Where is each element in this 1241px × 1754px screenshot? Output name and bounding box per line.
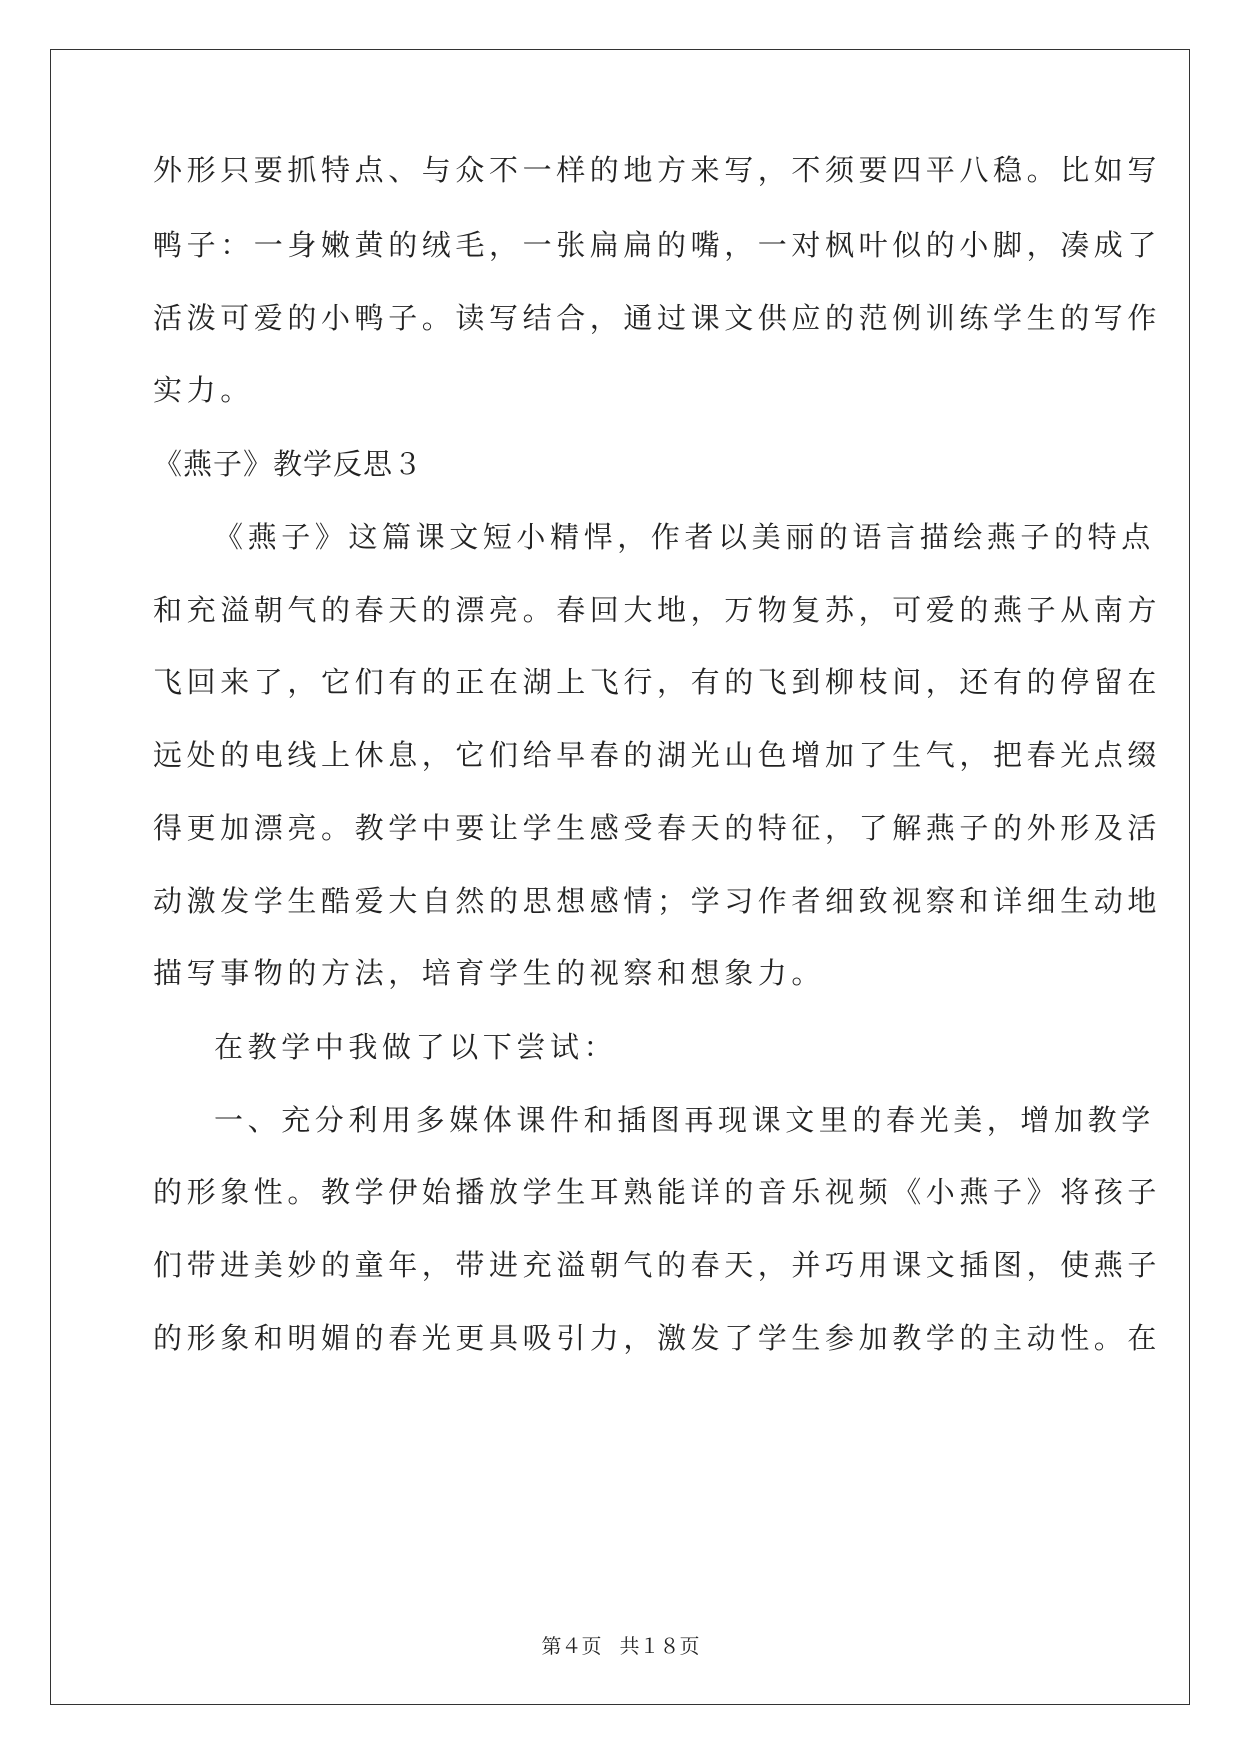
- paragraph-line: 的形象和明媚的春光更具吸引力，激发了学生参加教学的主动性。在: [153, 1321, 1162, 1355]
- paragraph-line: 《燕子》这篇课文短小精悍，作者以美丽的语言描绘燕子的特点: [214, 520, 1155, 554]
- page-footer: [0, 1634, 1241, 1658]
- page-total: 共１８页: [619, 1634, 700, 1658]
- paragraph-line: 远处的电线上休息，它们给早春的湖光山色增加了生气，把春光点缀: [153, 738, 1162, 772]
- paragraph-line: 们带进美妙的童年，带进充溢朝气的春天，并巧用课文插图，使燕子: [153, 1248, 1162, 1282]
- page-border: [50, 49, 1190, 1705]
- section-heading: 《燕子》教学反思３: [153, 447, 424, 481]
- paragraph-line: 和充溢朝气的春天的漂亮。春回大地，万物复苏，可爱的燕子从南方: [153, 593, 1162, 627]
- paragraph-line: 鸭子：一身嫩黄的绒毛，一张扁扁的嘴，一对枫叶似的小脚，凑成了: [153, 228, 1162, 262]
- paragraph-line: 一、充分利用多媒体课件和插图再现课文里的春光美，增加教学: [214, 1103, 1155, 1137]
- paragraph-line: 的形象性。教学伊始播放学生耳熟能详的音乐视频《小燕子》将孩子: [153, 1175, 1162, 1209]
- paragraph-line: 描写事物的方法，培育学生的视察和想象力。: [153, 956, 826, 990]
- paragraph-line: 动激发学生酷爱大自然的思想感情；学习作者细致视察和详细生动地: [153, 884, 1162, 918]
- paragraph-line: 活泼可爱的小鸭子。读写结合，通过课文供应的范例训练学生的写作: [153, 301, 1162, 335]
- paragraph-line: 得更加漂亮。教学中要让学生感受春天的特征，了解燕子的外形及活: [153, 811, 1162, 845]
- paragraph-line: 在教学中我做了以下尝试：: [214, 1030, 618, 1064]
- paragraph-line: 实力。: [153, 373, 254, 407]
- paragraph-line: 外形只要抓特点、与众不一样的地方来写，不须要四平八稳。比如写: [153, 153, 1162, 187]
- paragraph-line: 飞回来了，它们有的正在湖上飞行，有的飞到柳枝间，还有的停留在: [153, 665, 1162, 699]
- page-number: 第４页: [541, 1634, 602, 1658]
